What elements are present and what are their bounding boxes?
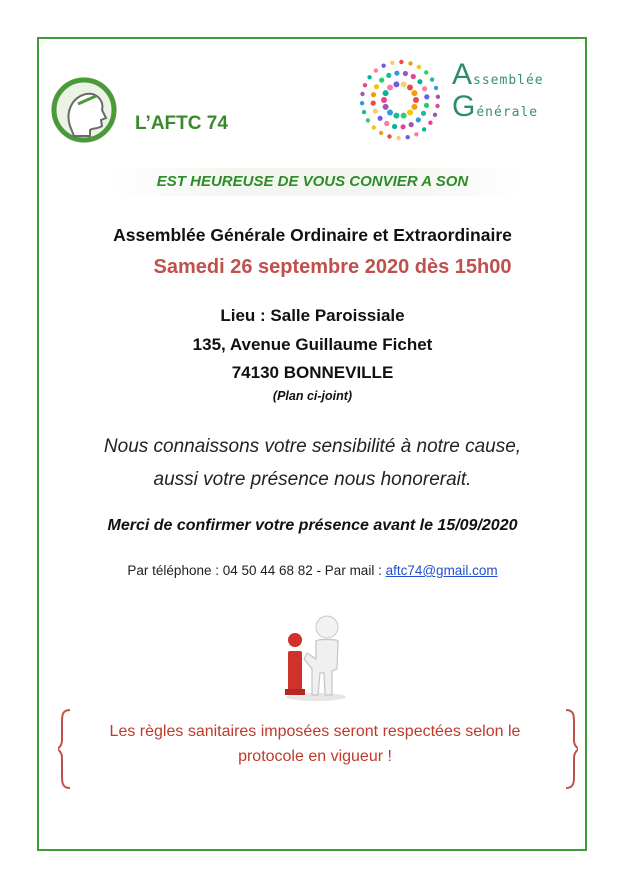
ag-logo-dot: [393, 113, 399, 119]
ag-logo-dot: [422, 127, 426, 131]
ag-logo-dot: [428, 121, 432, 125]
ag-logo-dot: [436, 95, 440, 99]
ag-logo-dot: [384, 121, 389, 126]
ag-logo-dot: [379, 78, 384, 83]
ag-logo-dot: [381, 64, 385, 68]
ag-logo-dot: [362, 110, 366, 114]
ag-logo-dot: [434, 86, 438, 90]
location-street: 135, Avenue Guillaume Fichet: [192, 335, 433, 354]
ag-logo-dot: [387, 110, 393, 116]
ag-logo-dot: [406, 135, 410, 139]
rsvp-confirm: Merci de confirmer votre présence avant le 15/09/2020: [107, 517, 518, 534]
ag-logo-dot: [408, 61, 412, 65]
message-line2: aussi votre présence nous honorerait.: [153, 469, 472, 490]
ag-logo-dot: [409, 122, 414, 127]
ag-logo-dot: [401, 113, 407, 119]
ag-logo-dot: [417, 65, 421, 69]
ag-logo-dot: [422, 86, 427, 91]
ag-logo-dot: [393, 81, 399, 87]
location-place: Lieu : Salle Paroissiale: [220, 306, 405, 325]
notice-line1: Les règles sanitaires imposées seront respectées selon le: [109, 723, 521, 740]
aftc-head-logo: [48, 74, 120, 146]
info-person-icon: [280, 613, 352, 701]
ag-logo-dot: [416, 117, 421, 122]
ag-logo-dot: [360, 92, 364, 96]
ag-logo-dot: [411, 90, 417, 96]
ag-logo-dot: [424, 94, 429, 99]
ag-logo-dot: [401, 81, 407, 87]
plan-note: (Plan ci-joint): [272, 389, 353, 403]
ag-logo-dot: [433, 113, 437, 117]
ag-logo-line1: Assemblée: [452, 58, 544, 91]
ag-logo-dot: [381, 97, 387, 103]
tagline: EST HEUREUSE DE VOUS CONVIER A SON: [156, 173, 469, 190]
ag-logo-dot: [403, 71, 408, 76]
ag-logo-dot: [383, 90, 389, 96]
contact-text: Par téléphone : 04 50 44 68 82 - Par mail :: [127, 563, 386, 578]
rsvp-contact: [0, 563, 625, 578]
ag-logo-dot: [390, 61, 394, 65]
ag-logo-dot: [407, 110, 413, 116]
ag-logo-dot: [387, 134, 391, 138]
ag-logo-dot: [360, 101, 364, 105]
ag-logo-dot: [392, 124, 397, 129]
ag-logo-dot: [379, 131, 383, 135]
ag-logo-dot: [394, 71, 399, 76]
location-city: 74130 BONNEVILLE: [231, 363, 394, 382]
ag-logo-dot: [378, 116, 383, 121]
ag-logo-dot: [430, 77, 434, 81]
ag-logo-dot: [374, 84, 379, 89]
ag-logo-dot: [371, 92, 376, 97]
ag-logo-dot: [424, 70, 428, 74]
ag-logo-dot: [374, 68, 378, 72]
ag-logo-dot: [367, 75, 371, 79]
notice-line2: protocole en vigueur !: [238, 747, 392, 765]
sanitary-notice: [45, 720, 585, 770]
ag-logo-dot: [407, 85, 413, 91]
ag-logo-dot: [411, 74, 416, 79]
ag-logo-dot: [371, 101, 376, 106]
org-name: L’AFTC 74: [135, 113, 228, 134]
ag-logo-dot: [387, 85, 393, 91]
ag-logo-dot: [401, 124, 406, 129]
ag-logo-dot: [417, 79, 422, 84]
meeting-date: Samedi 26 septembre 2020 dès 15h00: [153, 256, 512, 278]
ag-logo-dot: [413, 97, 419, 103]
ag-logo-dot: [421, 111, 426, 116]
message-line1: Nous connaissons votre sensibilité à notre cause,: [103, 436, 522, 457]
ag-logo-dot: [383, 104, 389, 110]
ag-logo-dot: [366, 118, 370, 122]
ag-logo-dot: [411, 104, 417, 110]
email-link[interactable]: aftc74@gmail.com: [385, 563, 498, 578]
ag-logo-dot: [424, 103, 429, 108]
ag-logo-dot: [396, 136, 400, 140]
ag-logo-dot: [435, 104, 439, 108]
ag-logo-dot: [399, 60, 403, 64]
ag-logo-dot: [373, 109, 378, 114]
ag-logo-dot: [414, 132, 418, 136]
ag-logo-line2: Générale: [452, 90, 539, 123]
ag-logo-dot: [386, 73, 391, 78]
ag-logo-dot: [363, 83, 367, 87]
meeting-title: Assemblée Générale Ordinaire et Extraordinaire: [113, 225, 512, 245]
ag-logo-dot: [372, 125, 376, 129]
